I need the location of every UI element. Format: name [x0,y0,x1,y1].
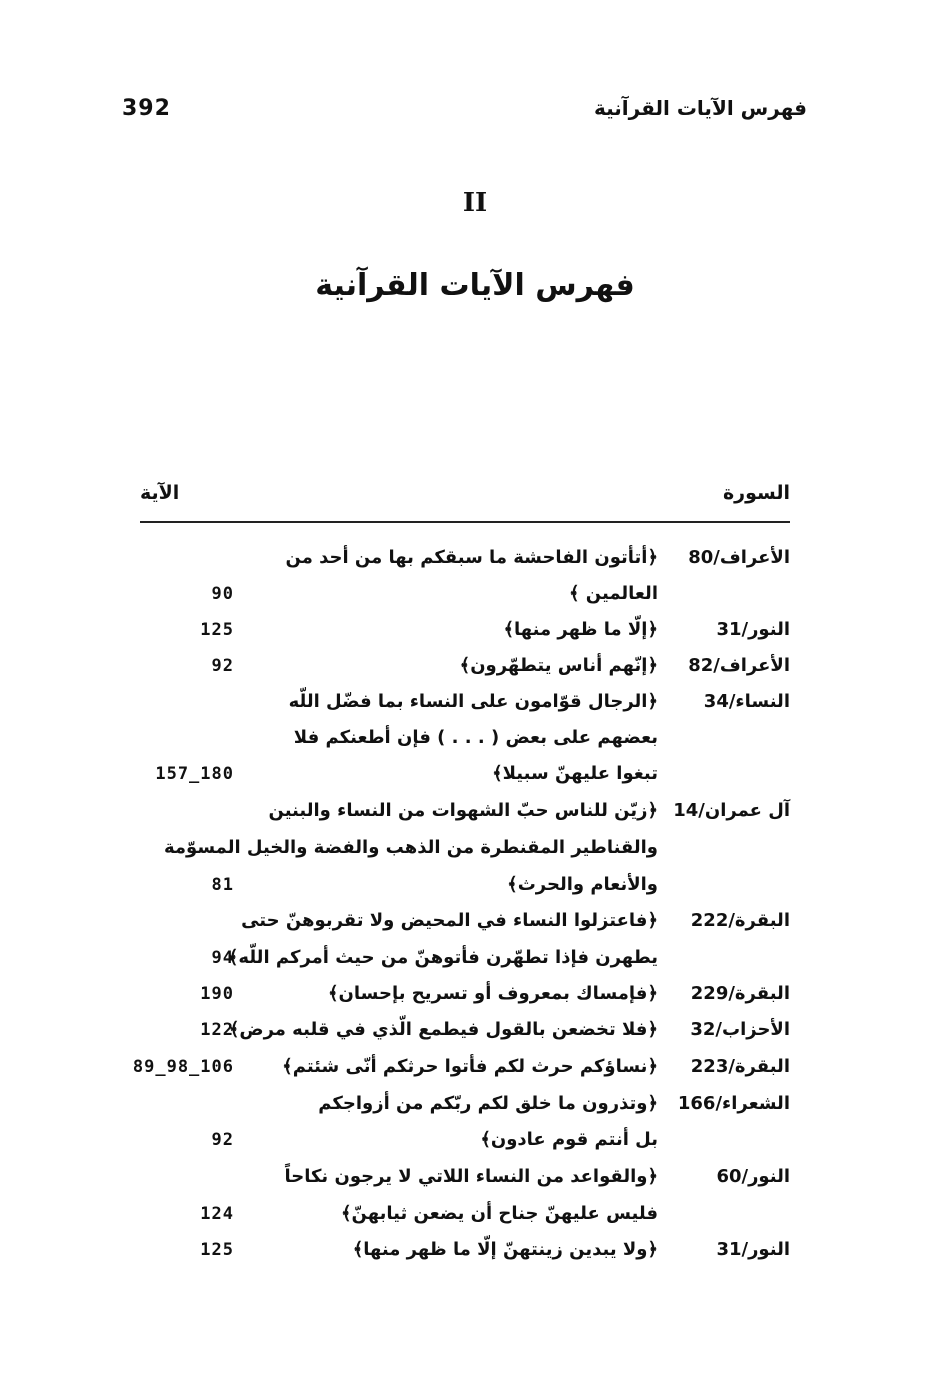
index-line [0,1086,950,1122]
index-line [0,793,950,829]
surah-ref: الشعراء/166 [677,1093,790,1114]
index-line [0,1122,950,1158]
verse-text: ﴿الرجال قوّامون على النساء بما فضّل اللّه [288,691,658,712]
header-rule [140,521,790,523]
page-ref: 89_98_106 [132,1057,234,1077]
verse-text: ﴿فلا تخضعن بالقول فيطمع الّذي في قلبه مرض﴾ [228,1019,658,1040]
verse-text: ﴿فإمساك بمعروف أو تسريح بإحسان﴾ [328,983,658,1004]
surah-ref: النور/31 [716,1239,790,1260]
column-header-ayah: الآية [140,482,180,504]
page-title: فهرس الآيات القرآنية [315,268,635,303]
surah-ref: الأحزاب/32 [690,1019,790,1040]
verse-text: ﴿أتأتون الفاحشة ما سبقكم بها من أحد من [285,547,658,568]
page-ref: 125 [200,1240,234,1260]
surah-ref: النور/60 [716,1166,790,1187]
index-line [0,1196,950,1232]
index-line [0,1232,950,1268]
verse-text: ﴿والقواعد من النساء اللاتي لا يرجون نكاحاً [284,1166,658,1187]
page-ref: 90 [211,584,234,604]
verse-text: والأنعام والحرث﴾ [507,874,658,895]
verse-text: العالمين ﴾ [568,583,658,604]
verse-text: فليس عليهنّ جناح أن يضعن ثيابهنّ﴾ [340,1203,658,1224]
index-line [0,1012,950,1048]
index-line [0,756,950,792]
page-ref: 125 [200,620,234,640]
surah-ref: البقرة/223 [690,1056,790,1077]
index-line [0,720,950,756]
page-ref: 94 [211,948,234,968]
verse-text: ﴿نساؤكم حرث لكم فأتوا حرثكم أنّى شئتم﴾ [282,1056,658,1077]
index-line [0,576,950,612]
verse-text: ﴿إنّهم أناس يتطهّرون﴾ [459,655,658,676]
running-title: فهرس الآيات القرآنية [594,96,807,120]
surah-ref: البقرة/222 [690,910,790,931]
verse-text: ﴿فاعتزلوا النساء في المحيض ولا تقربوهنّ حتى [241,910,658,931]
index-line [0,1159,950,1195]
verse-text: ﴿إلّا ما ظهر منها﴾ [503,619,658,640]
verse-text: بعضهم على بعض ( . . . ) فإن أطعنكم فلا [293,727,658,748]
page-ref: 92 [211,656,234,676]
verse-text: تبغوا عليهنّ سبيلا﴾ [492,763,658,784]
surah-ref: آل عمران/14 [673,800,790,821]
index-line [0,830,950,866]
surah-ref: النور/31 [716,619,790,640]
surah-ref: الأعراف/82 [688,655,790,676]
index-line [0,976,950,1012]
index-line [0,940,950,976]
verse-text: ﴿زيّن للناس حبّ الشهوات من النساء والبنين [268,800,658,821]
verse-text: يطهرن فإذا تطهّرن فأتوهنّ من حيث أمركم اللّه﴾ [227,947,658,968]
page-ref: 81 [211,875,234,895]
index-line [0,684,950,720]
index-line [0,867,950,903]
page-ref: 157_180 [155,764,234,784]
page-number: 392 [122,96,171,121]
index-line [0,903,950,939]
surah-ref: الأعراف/80 [688,547,790,568]
index-line [0,1049,950,1085]
index-line [0,540,950,576]
verse-text: بل أنتم قوم عادون﴾ [480,1129,658,1150]
verse-text: ﴿وتذرون ما خلق لكم ربّكم من أزواجكم [318,1093,658,1114]
index-line [0,648,950,684]
section-numeral: II [462,188,488,218]
verse-text: والقناطير المقنطرة من الذهب والفضة والخيل المسوّمة [163,837,658,858]
index-line [0,612,950,648]
page-ref: 122 [200,1020,234,1040]
verse-text: ﴿ولا يبدين زينتهنّ إلّا ما ظهر منها﴾ [352,1239,658,1260]
page-ref: 92 [211,1130,234,1150]
column-header-surah: السورة [722,482,790,504]
page-ref: 190 [200,984,234,1004]
surah-ref: النساء/34 [703,691,790,712]
surah-ref: البقرة/229 [690,983,790,1004]
page-ref: 124 [200,1204,234,1224]
